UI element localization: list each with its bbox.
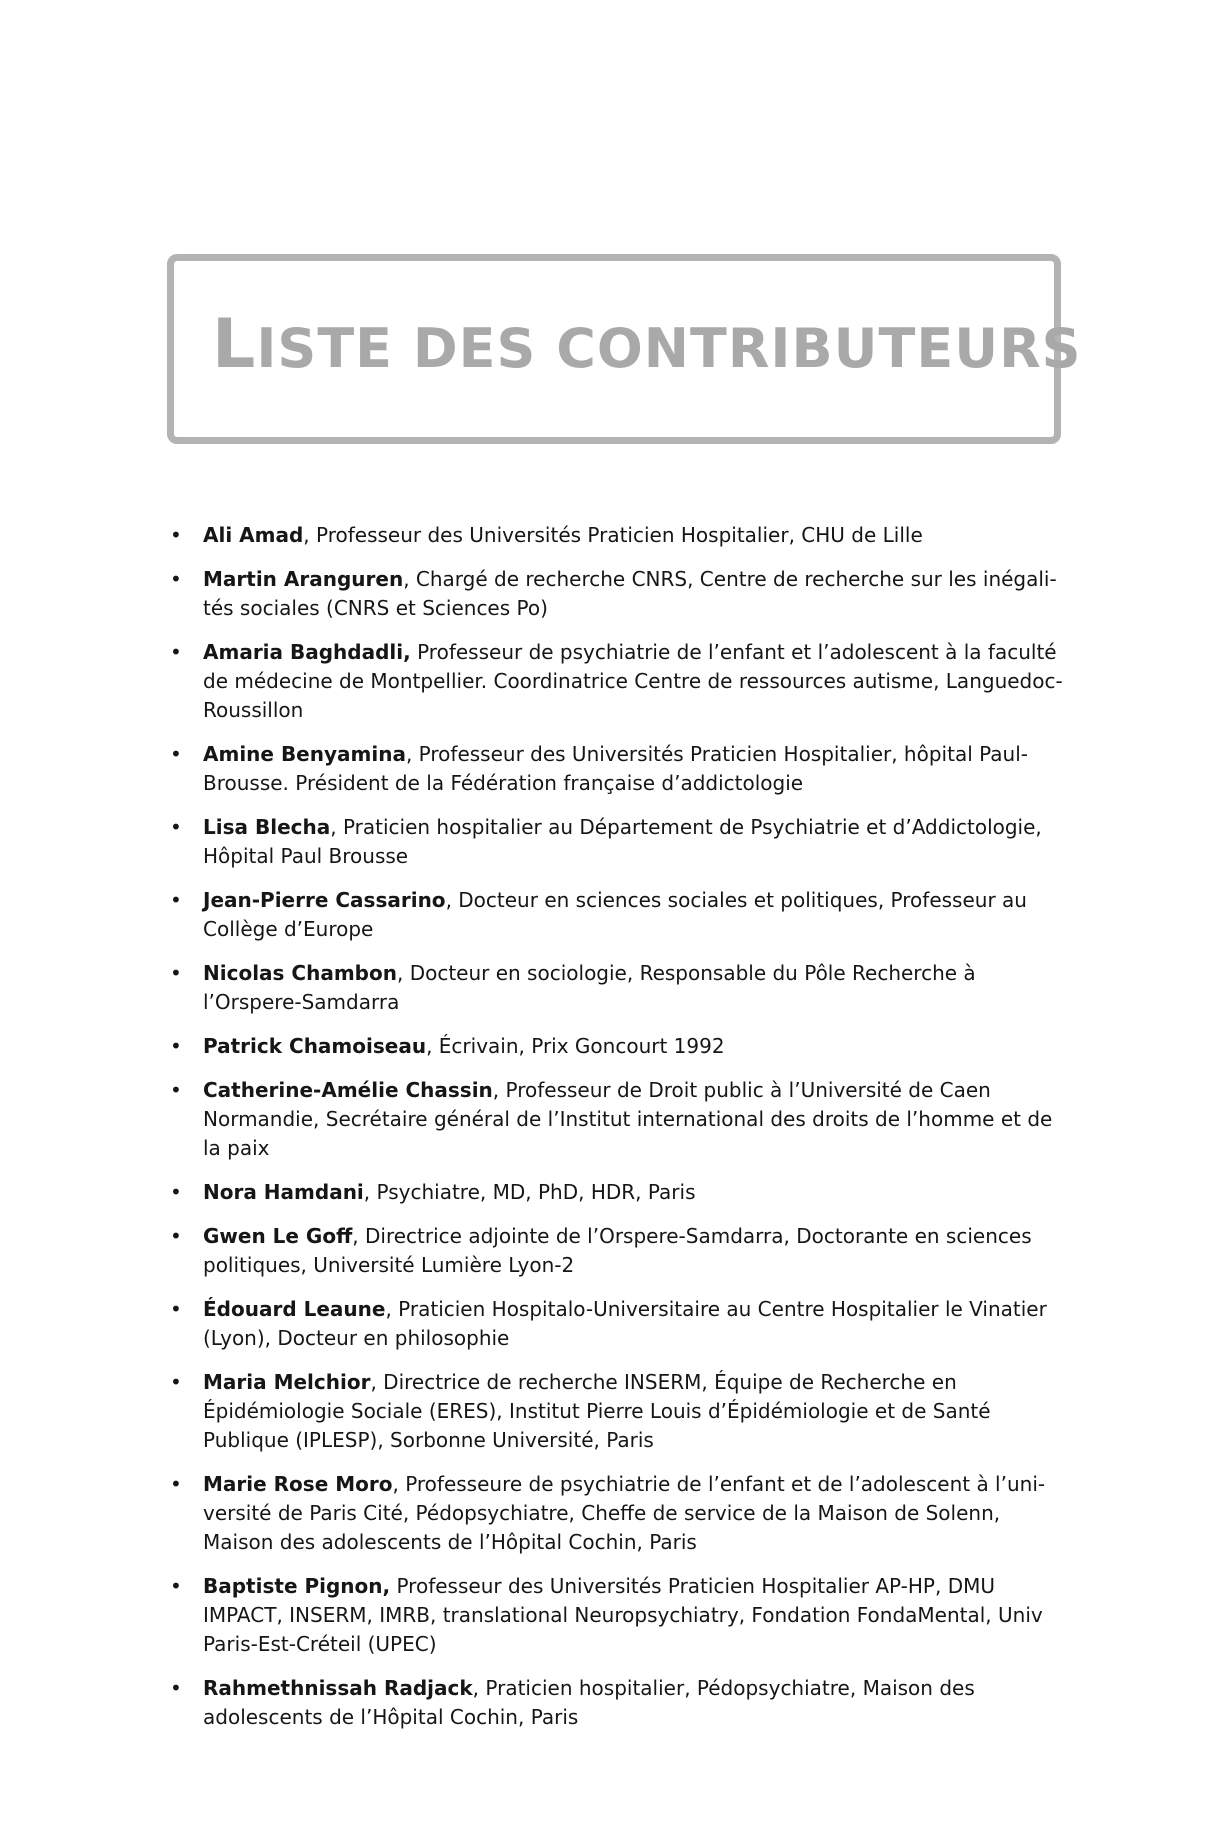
bullet-icon: •	[170, 1574, 182, 1598]
contributor-entry	[170, 959, 1075, 1017]
bullet-icon: •	[170, 1370, 182, 1394]
contributor-name: Édouard Leaune	[203, 1297, 386, 1321]
contributor-entry	[170, 1178, 1075, 1207]
contributor-separator: ,	[303, 523, 317, 547]
contributor-entry	[170, 521, 1075, 550]
contributor-description: Docteur en sciences sociales et politiques, Professeur au Collège d’Europe	[203, 888, 1027, 941]
contributor-name: Catherine-Amélie Chassin	[203, 1078, 493, 1102]
contributor-separator: ,	[385, 1297, 399, 1321]
contributor-description: Docteur en sociologie, Responsable du Pôle Recherche à l’Orspere-Samdarra	[203, 961, 976, 1014]
contributor-separator: ,	[445, 888, 459, 912]
page-title-rest: ISTE DES CONTRIBUTEURS	[256, 317, 1082, 380]
contributor-entry	[170, 565, 1075, 623]
contributor-description: Professeur des Universités Praticien Hospitalier, hôpital Paul-Brousse. Président de la Fédération française d’addictologie	[203, 742, 1028, 795]
contributor-description: Professeur de Droit public à l’Université de Caen Normandie, Secrétaire général de l’Institut international des droits de l’homme et de la paix	[203, 1078, 1053, 1160]
contributor-list	[170, 521, 1075, 1747]
contributor-entry	[170, 1222, 1075, 1280]
contributor-separator: ,	[405, 742, 419, 766]
contributor-name: Martin Aranguren	[203, 567, 404, 591]
contributor-entry	[170, 638, 1075, 725]
contributor-separator: ,	[330, 815, 343, 839]
contributor-separator: ,	[426, 1034, 439, 1058]
bullet-icon: •	[170, 567, 182, 591]
contributor-entry	[170, 740, 1075, 798]
contributor-separator: ,	[352, 1224, 366, 1248]
contributor-separator: ,	[472, 1676, 486, 1700]
contributor-description: Écrivain, Prix Goncourt 1992	[438, 1034, 725, 1058]
contributor-name: Maria Melchior	[203, 1370, 371, 1394]
bullet-icon: •	[170, 1297, 182, 1321]
bullet-icon: •	[170, 961, 182, 985]
contributor-separator: ,	[392, 1472, 406, 1496]
contributor-name: Rahmethnissah Radjack	[203, 1676, 473, 1700]
contributor-description: Professeure de psychiatrie de l’enfant et de l’adolescent à l’université de Paris Cité, Pédopsychiatre, Cheffe de service de la Maison de Solenn, Maison des adolescents de l’Hôpital Cochin, Paris	[203, 1472, 1046, 1554]
contributor-separator: ,	[370, 1370, 384, 1394]
bullet-icon: •	[170, 742, 182, 766]
contributor-separator: ,	[396, 961, 410, 985]
contributor-name: Gwen Le Goff	[203, 1224, 353, 1248]
contributor-name: Patrick Chamoiseau	[203, 1034, 427, 1058]
contributor-description: Praticien hospitalier, Pédopsychiatre, Maison des adolescents de l’Hôpital Cochin, Paris	[203, 1676, 975, 1729]
contributor-description: Psychiatre, MD, PhD, HDR, Paris	[376, 1180, 696, 1204]
contributor-name: Baptiste Pignon,	[203, 1574, 391, 1598]
page-title-initial: L	[212, 305, 257, 384]
bullet-icon: •	[170, 1676, 182, 1700]
contributor-description: Praticien hospitalier au Département de Psychiatrie et d’Addictologie, Hôpital Paul Brousse	[203, 815, 1042, 868]
contributor-entry	[170, 813, 1075, 871]
contributor-separator: ,	[363, 1180, 377, 1204]
contributor-entry	[170, 1674, 1075, 1732]
contributor-entry	[170, 1076, 1075, 1163]
contributor-separator: ,	[492, 1078, 506, 1102]
contributor-entry	[170, 1032, 1075, 1061]
contributor-description: Chargé de recherche CNRS, Centre de recherche sur les inégalités sociales (CNRS et Sciences Po)	[203, 567, 1057, 620]
contributor-description: Praticien Hospitalo-Universitaire au Centre Hospitalier le Vinatier (Lyon), Docteur en philosophie	[203, 1297, 1047, 1350]
bullet-icon: •	[170, 640, 182, 664]
bullet-icon: •	[170, 1078, 182, 1102]
contributor-entry	[170, 886, 1075, 944]
bullet-icon: •	[170, 1224, 182, 1248]
contributor-name: Lisa Blecha	[203, 815, 331, 839]
contributor-name: Ali Amad	[203, 523, 304, 547]
contributor-description: Professeur de psychiatrie de l’enfant et l’adolescent à la faculté de médecine de Montpellier. Coordinatrice Centre de ressources autisme, Languedoc-Roussillon	[203, 640, 1063, 722]
contributor-entry	[170, 1572, 1075, 1659]
bullet-icon: •	[170, 815, 182, 839]
contributor-name: Marie Rose Moro	[203, 1472, 393, 1496]
contributor-description: Directrice de recherche INSERM, Équipe de Recherche en Épidémiologie Sociale (ERES), Institut Pierre Louis d’Épidémiologie et de Santé Publique (IPLESP), Sorbonne Université, Paris	[203, 1370, 991, 1452]
contributor-description: Directrice adjointe de l’Orspere-Samdarra, Doctorante en sciences politiques, Université Lumière Lyon-2	[203, 1224, 1032, 1277]
bullet-icon: •	[170, 888, 182, 912]
bullet-icon: •	[170, 1180, 182, 1204]
bullet-icon: •	[170, 1472, 182, 1496]
contributor-name: Amine Benyamina	[203, 742, 406, 766]
page-title	[212, 305, 1082, 384]
contributor-name: Nicolas Chambon	[203, 961, 397, 985]
contributor-entry	[170, 1470, 1075, 1557]
contributor-description: Professeur des Universités Praticien Hospitalier, CHU de Lille	[316, 523, 923, 547]
contributor-name: Nora Hamdani	[203, 1180, 364, 1204]
contributor-entry	[170, 1295, 1075, 1353]
contributor-name: Amaria Baghdadli,	[203, 640, 411, 664]
bullet-icon: •	[170, 523, 182, 547]
contributor-entry	[170, 1368, 1075, 1455]
bullet-icon: •	[170, 1034, 182, 1058]
contributor-description: Professeur des Universités Praticien Hospitalier AP-HP, DMU IMPACT, INSERM, IMRB, translational Neuropsychiatry, Fondation FondaMental, Univ Paris-Est-Créteil (UPEC)	[203, 1574, 1043, 1656]
contributor-name: Jean-Pierre Cassarino	[203, 888, 446, 912]
contributor-separator: ,	[403, 567, 416, 591]
title-frame	[167, 254, 1082, 444]
